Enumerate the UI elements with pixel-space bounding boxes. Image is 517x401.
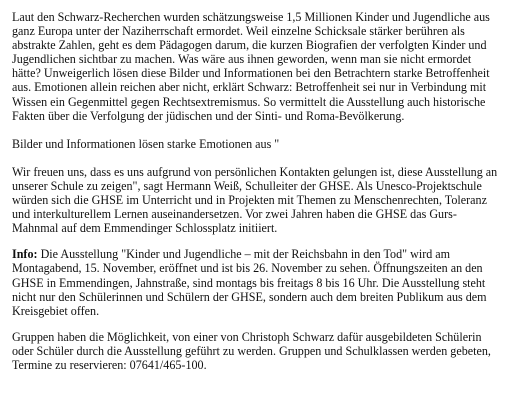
paragraph-intro: Laut den Schwarz-Recherchen wurden schätzungsweise 1,5 Millionen Kinder und Jugendliche aus ganz Europa unter der Naziherrschaft ermordet. Weil einzelne Schicksale stärker berühren als abstrakte Zahlen, geht es dem Pädagogen darum, die kurzen Biografien der verfolgten Kinder und Jugendlichen sichtbar zu machen. Was wäre aus ihnen geworden, wenn man sie nicht ermordet hätte? Unweigerlich lösen diese Bilder und Informationen bei den Betrachtern starke Betroffenheit aus. Emotionen allein reichen aber nicht, erklärt Schwarz: Betroffenheit sei nur in Verbindung mit Wissen ein Gegenmittel gegen Rechtsextremismus. So vermittelt die Ausstellung auch historische Fakten über die Verfolgung der jüdischen und der Sinti- und Roma-Bevölkerung.	[12, 10, 490, 123]
info-text: Die Ausstellung "Kinder und Jugendliche – mit der Reichsbahn in den Tod" wird am Montagabend, 15. November, eröffnet und ist bis 26. November zu sehen. Öffnungszeiten an den GHSE in Emmendingen, Jahnstraße, sind montags bis freitags 8 bis 16 Uhr. Die Ausstellung steht nicht nur den Schülerinnen und Schülern der GHSE, sondern auch dem breiten Publikum aus dem Kreisgebiet offen.	[12, 247, 487, 318]
info-label: Info:	[12, 247, 38, 262]
paragraph-info	[12, 247, 512, 317]
paragraph-quote: Wir freuen uns, dass es uns aufgrund von persönlichen Kontakten gelungen ist, diese Ausstellung an unserer Schule zu zeigen", sagt Hermann Weiß, Schulleiter der GHSE. Als Unesco-Projektschule würden sich die GHSE im Unterricht und in Projekten mit Themen zu Menschenrechten, Toleranz und interkulturellem Lernen auseinandersetzen. Vor zwei Jahren haben die GHSE das Gurs- Mahnmal auf dem Emmendinger Schlossplatz initiiert.	[12, 164, 498, 236]
paragraph-subheading: Bilder und Informationen lösen starke Emotionen aus "	[12, 136, 280, 151]
article-body	[12, 10, 512, 372]
paragraph-groups: Gruppen haben die Möglichkeit, von einer von Christoph Schwarz dafür ausgebildeten Schülerin oder Schüler durch die Ausstellung geführt zu werden. Gruppen und Schulklassen werden gebeten, Termine zu reservieren: 07641/465-100.	[12, 329, 491, 372]
